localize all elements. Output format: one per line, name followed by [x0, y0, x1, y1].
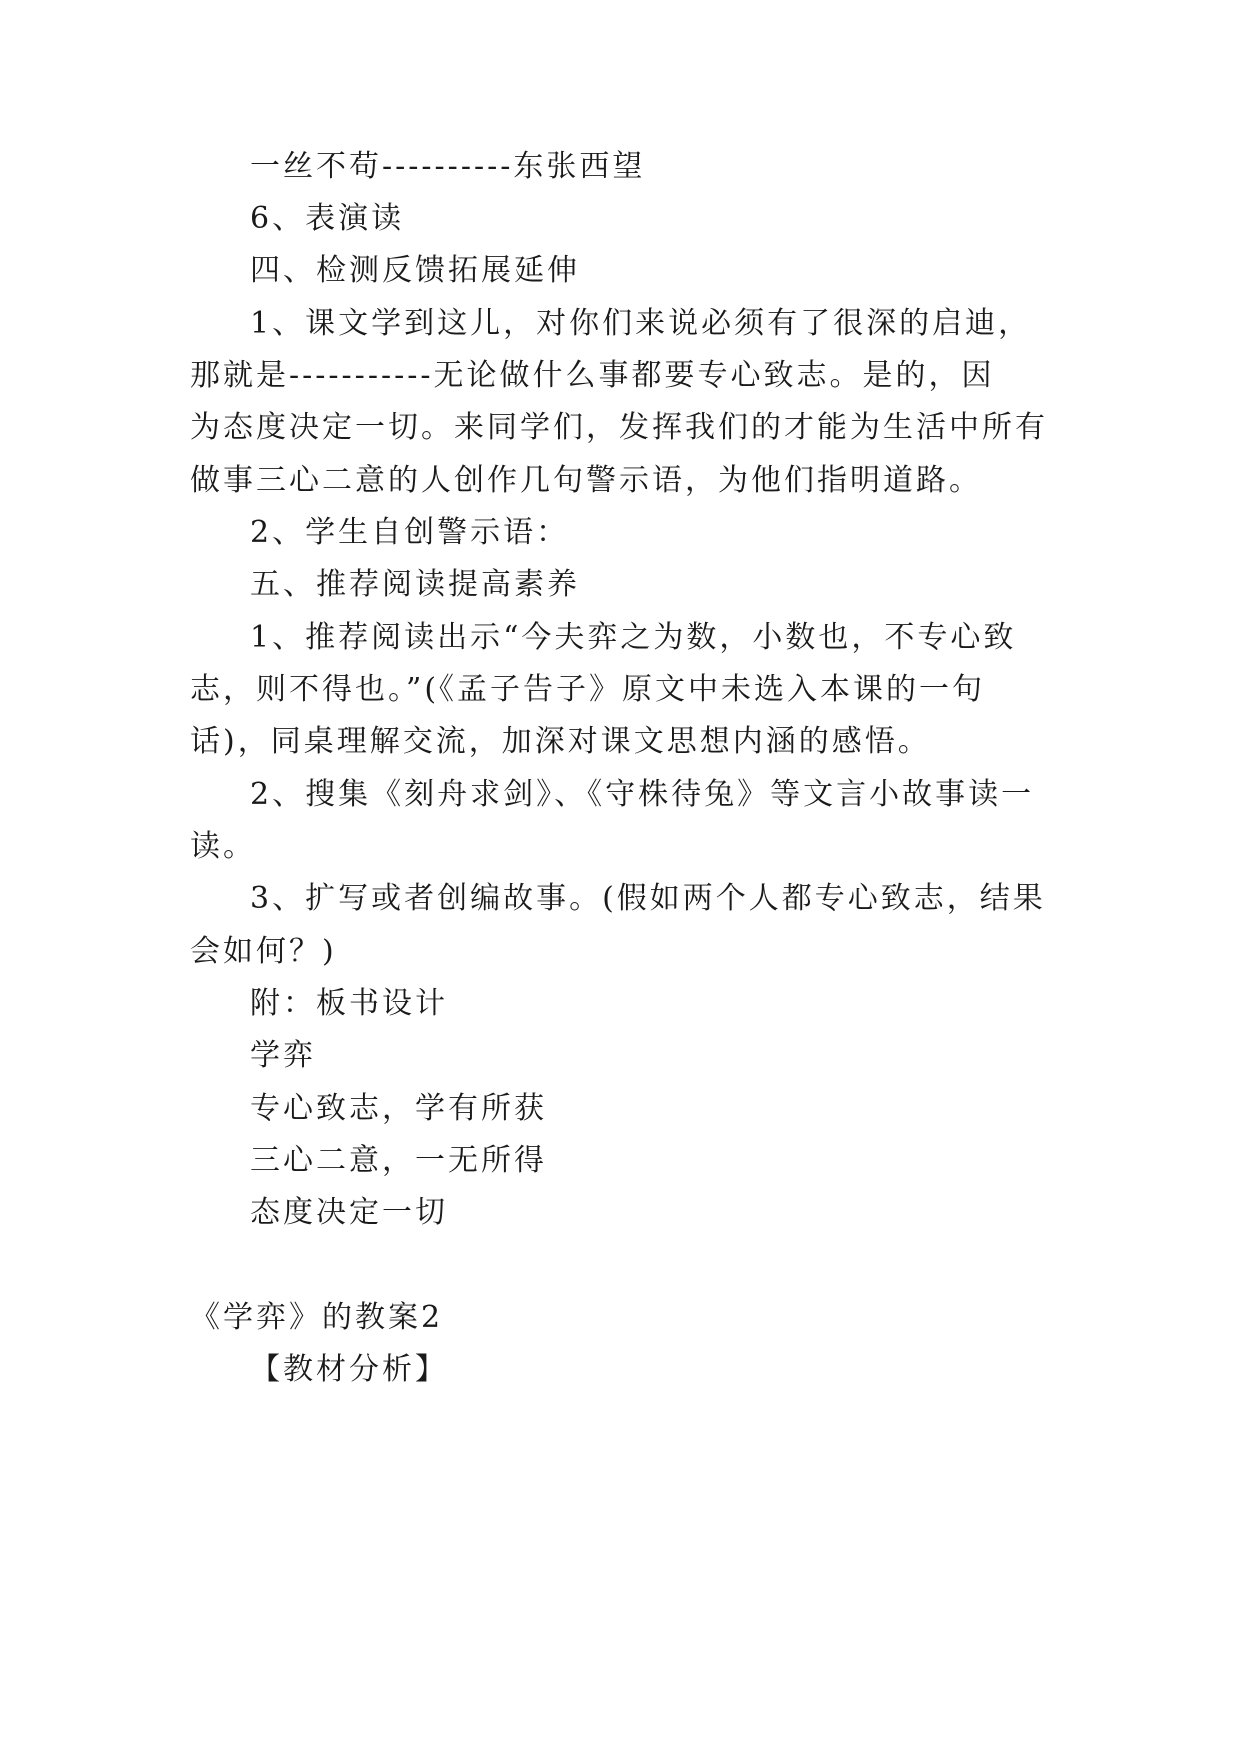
document-title: 《学弈》的教案2	[190, 1300, 444, 1335]
paragraph-line: 做事三心二意的人创作几句警示语，为他们指明道路。	[190, 463, 982, 498]
paragraph-line: 会如何？)	[190, 934, 337, 969]
section-heading: 【教材分析】	[250, 1352, 448, 1387]
section-heading: 五、推荐阅读提高素养	[250, 567, 580, 602]
board-line: 学弈	[250, 1038, 316, 1073]
paragraph-line: 话)，同桌理解交流，加深对课文思想内涵的感悟。	[190, 724, 931, 759]
board-line: 三心二意，一无所得	[250, 1143, 547, 1178]
paragraph-line: 1、课文学到这儿，对你们来说必须有了很深的启迪，	[250, 306, 1032, 341]
paragraph-line: 读。	[190, 829, 256, 864]
section-heading: 四、检测反馈拓展延伸	[250, 253, 580, 288]
paragraph-line: 2、搜集《刻舟求剑》、《守株待兔》等文言小故事读一	[250, 777, 1035, 812]
paragraph-line: 那就是-----------无论做什么事都要专心致志。是的，因	[190, 358, 995, 393]
text-line: 一丝不苟----------东张西望	[250, 149, 646, 184]
paragraph-line: 1、推荐阅读出示“今夫弈之为数，小数也，不专心致	[250, 620, 1017, 655]
paragraph-line: 志，则不得也。”(《孟子告子》原文中未选入本课的一句	[190, 672, 986, 707]
text-line: 2、学生自创警示语：	[250, 515, 570, 550]
board-design-label: 附：板书设计	[250, 986, 448, 1021]
text-line: 6、表演读	[250, 201, 405, 236]
paragraph-line: 为态度决定一切。来同学们，发挥我们的才能为生活中所有	[190, 410, 1048, 445]
board-line: 专心致志，学有所获	[250, 1091, 547, 1126]
paragraph-line: 3、扩写或者创编故事。(假如两个人都专心致志，结果	[250, 881, 1046, 916]
board-line: 态度决定一切	[250, 1195, 448, 1230]
